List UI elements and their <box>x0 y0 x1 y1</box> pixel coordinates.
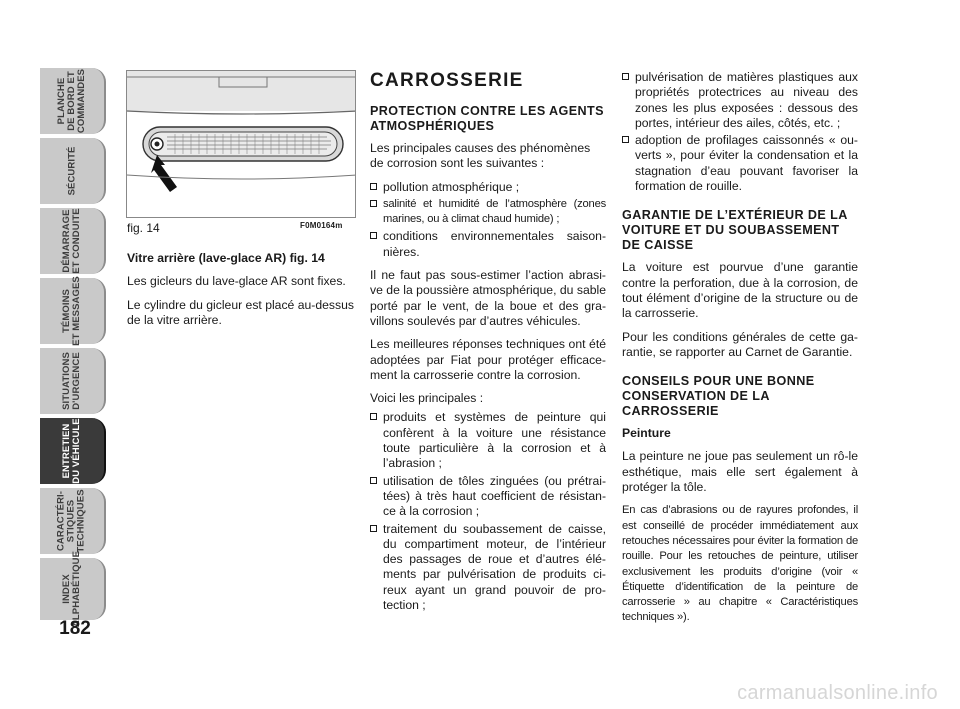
paragraph: Voici les principales : <box>370 391 484 406</box>
figure-rear-washer <box>126 70 356 218</box>
tab-label: TÉMOINS ET MESSAGES <box>61 276 83 346</box>
item-title: Vitre arrière (lave-glace AR) fig. 14 <box>127 251 325 265</box>
tab-label: PLANCHE DE BORD ET COMMANDES <box>56 68 88 134</box>
paragraph: Il ne faut pas sous-estimer l’action abrasi-ve de la poussière atmosphérique, du sable porté par le vent, de la boue et des gra-villons soulevés par d’autres véhicules. <box>370 268 606 328</box>
tab-demarrage[interactable] <box>40 208 106 274</box>
checkbox-bullet-icon <box>370 200 377 207</box>
list-item: pulvérisation de matières plastiques aux propriétés protectrices au niveau des zones les plus exposées : dessous des portes, intérieur des ailes, côtés, etc. ; <box>622 70 858 131</box>
paragraph: La voiture est pourvue d’une garantie contre la perforation, due à la corrosion, de tout élément d’origine de la structure ou de la carrosserie. <box>622 260 858 321</box>
paragraph: Le cylindre du gicleur est placé au-dessus de la vitre arrière. <box>127 297 354 327</box>
tab-temoins[interactable] <box>40 278 106 344</box>
checkbox-bullet-icon <box>370 183 377 190</box>
section-heading: GARANTIE DE L’EXTÉRIEUR DE LA VOITURE ET DU SOUBASSEMENT DE CAISSE <box>622 208 848 253</box>
tab-planche-de-bord[interactable] <box>40 68 106 134</box>
checkbox-bullet-icon <box>622 73 629 80</box>
checkbox-bullet-icon <box>370 232 377 239</box>
paragraph: Les meilleures réponses techniques ont été adoptées par Fiat pour protéger efficace-ment la carrosserie contre la corrosion. <box>370 337 606 382</box>
tab-label: ENTRETIEN DU VÉHICULE <box>61 418 82 484</box>
list-item: conditions environnementales saison-nières. <box>370 229 606 260</box>
list-item: utilisation de tôles zinguées (ou prétrai-tées) à très haut coefficient de résistan-ce à la corrosion ; <box>370 474 606 520</box>
checkbox-bullet-icon <box>622 136 629 143</box>
figure-code: F0M0164m <box>300 221 343 230</box>
tab-label: INDEX ALPHABÉTIQUE <box>61 550 82 628</box>
column-middle <box>370 70 606 621</box>
tab-label: DÉMARRAGE ET CONDUITE <box>61 208 82 274</box>
tab-entretien-active[interactable] <box>40 418 106 484</box>
section-heading: PROTECTION CONTRE LES AGENTS ATMOSPHÉRIQUES <box>370 104 604 133</box>
tab-securite[interactable] <box>40 138 106 204</box>
section-heading: CONSEILS POUR UNE BONNE CONSERVATION DE LA CARROSSERIE <box>622 374 815 419</box>
list-item: adoption de profilages caissonnés « ou-verts », pour éviter la condensation et la stagnation d’eau pouvant favoriser la formation de rouille. <box>622 133 858 194</box>
column-right <box>622 70 858 634</box>
chapter-tabs <box>40 68 106 628</box>
tab-label: SÉCURITÉ <box>66 146 77 196</box>
checkbox-bullet-icon <box>370 413 377 420</box>
paragraph: En cas d’abrasions ou de rayures profondes, il est conseillé de procéder immédiatement aux retouches nécessaires pour éviter la formation de rouille. Pour les retouches de peinture, utiliser exclusivement les produits d’origine (voir « Étiquette d’identification de la peinture de carrosserie » au chapitre « Caractéristiques techniques »). <box>622 504 858 624</box>
checkbox-bullet-icon <box>370 477 377 484</box>
protection-measures-list <box>370 410 606 613</box>
corrosion-causes-list <box>370 180 606 260</box>
list-item: pollution atmosphérique ; <box>370 180 606 195</box>
page-number: 182 <box>59 618 91 639</box>
sub-heading: Peinture <box>622 426 671 441</box>
list-item: produits et systèmes de peinture qui confèrent à la voiture une résistance toute particulière à la corrosion et à l’abrasion ; <box>370 410 606 471</box>
watermark: carmanualsonline.info <box>737 682 938 704</box>
figure-caption: fig. 14 <box>127 221 160 235</box>
page-title: CARROSSERIE <box>370 70 524 91</box>
paragraph: Pour les conditions générales de cette ga-rantie, se rapporter au Carnet de Garantie. <box>622 329 858 359</box>
protection-measures-list-continued <box>622 70 858 194</box>
tab-situations-urgence[interactable] <box>40 348 106 414</box>
paragraph: Les gicleurs du lave-glace AR sont fixes. <box>127 274 346 289</box>
checkbox-bullet-icon <box>370 525 377 532</box>
tab-caracteristiques[interactable] <box>40 488 106 554</box>
tab-label: SITUATIONS D'URGENCE <box>60 352 82 410</box>
tab-label: CARACTÉRI- STIQUES TECHNIQUES <box>55 489 87 553</box>
list-item: traitement du soubassement de caisse, du compartiment moteur, de l’intérieur des passages de roue et d’autres élé-ments par pulvérisation de produits ci-reux ayant un grand pouvoir de pro-tection ; <box>370 522 606 614</box>
tab-index[interactable] <box>40 550 106 628</box>
rear-washer-illustration <box>127 71 356 218</box>
paragraph: La peinture ne joue pas seulement un rô-le esthétique, mais elle sert également à protéger la tôle. <box>622 449 858 495</box>
list-item: salinité et humidité de l’atmosphère (zones marines, ou à climat chaud humide) ; <box>370 197 606 228</box>
paragraph: Les principales causes des phénomènes de corrosion sont les suivantes : <box>370 141 591 171</box>
column-left <box>127 251 355 336</box>
